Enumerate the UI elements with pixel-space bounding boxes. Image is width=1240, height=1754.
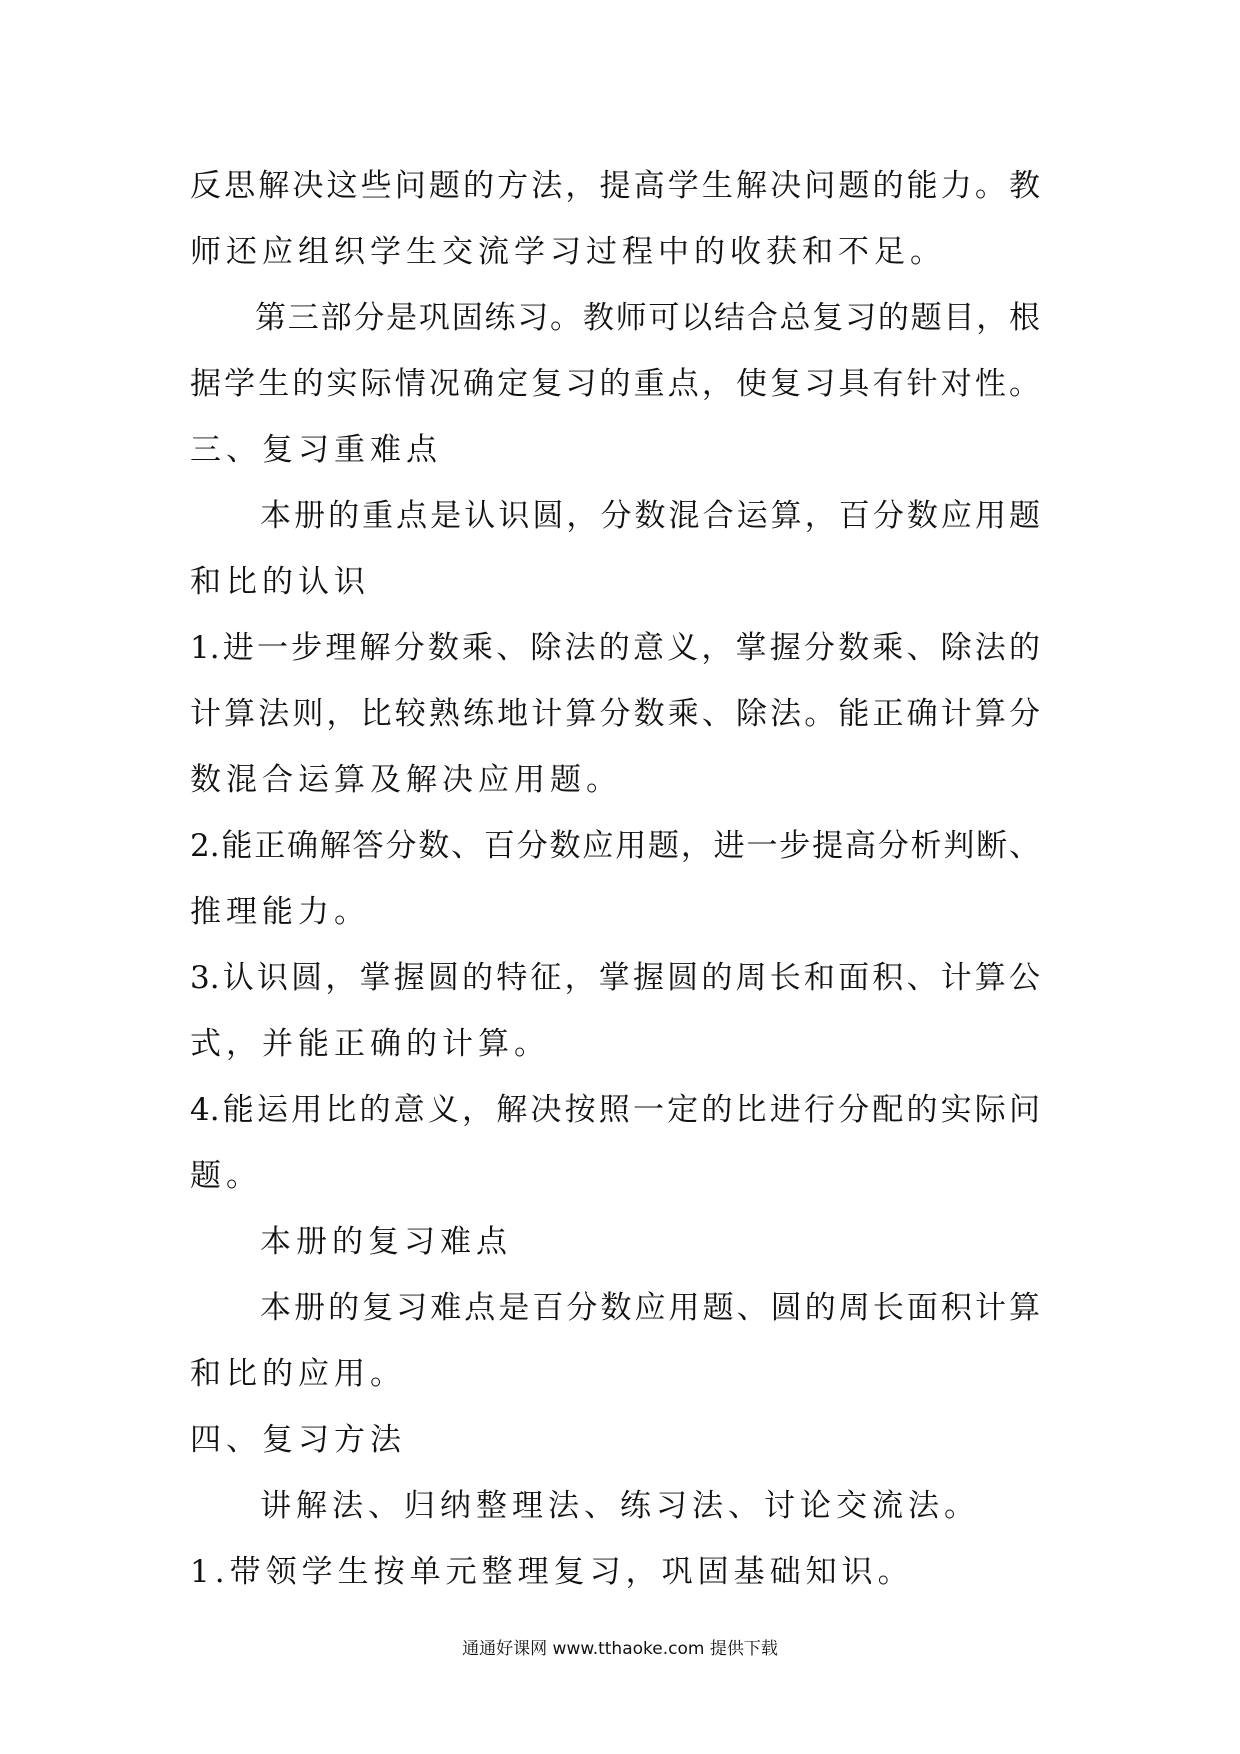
list-item: 3.认识圆，掌握圆的特征，掌握圆的周长和面积、计算公 [190, 960, 1040, 996]
subheading: 本册的复习难点 [260, 1224, 512, 1260]
page-footer: 通通好课网 www.tthaoke.com 提供下载 [462, 1639, 778, 1659]
text-line: 本册的重点是认识圆，分数混合运算，百分数应用题 [260, 498, 1040, 534]
text-line: 第三部分是巩固练习。教师可以结合总复习的题目，根 [255, 300, 1040, 336]
section-heading: 三、复习重难点 [190, 432, 442, 468]
text-line: 推理能力。 [190, 894, 370, 930]
text-line: 式，并能正确的计算。 [190, 1026, 550, 1062]
text-line: 本册的复习难点是百分数应用题、圆的周长面积计算 [260, 1290, 1040, 1326]
text-line: 和比的认识 [190, 564, 370, 600]
list-item: 2.能正确解答分数、百分数应用题，进一步提高分析判断、 [190, 828, 1040, 864]
section-heading: 四、复习方法 [190, 1422, 406, 1458]
text-line: 数混合运算及解决应用题。 [190, 762, 622, 798]
text-line: 讲解法、归纳整理法、练习法、讨论交流法。 [260, 1488, 980, 1524]
text-line: 题。 [190, 1158, 262, 1194]
list-item: 4.能运用比的意义，解决按照一定的比进行分配的实际问 [190, 1092, 1040, 1128]
list-item: 1.进一步理解分数乘、除法的意义，掌握分数乘、除法的 [190, 630, 1040, 666]
text-line: 计算法则，比较熟练地计算分数乘、除法。能正确计算分 [190, 696, 1040, 732]
list-item: 1.带领学生按单元整理复习，巩固基础知识。 [190, 1554, 914, 1590]
text-line: 反思解决这些问题的方法，提高学生解决问题的能力。教 [190, 168, 1040, 204]
text-line: 师还应组织学生交流学习过程中的收获和不足。 [190, 234, 946, 270]
text-line: 据学生的实际情况确定复习的重点，使复习具有针对性。 [190, 366, 1040, 402]
text-line: 和比的应用。 [190, 1356, 406, 1392]
